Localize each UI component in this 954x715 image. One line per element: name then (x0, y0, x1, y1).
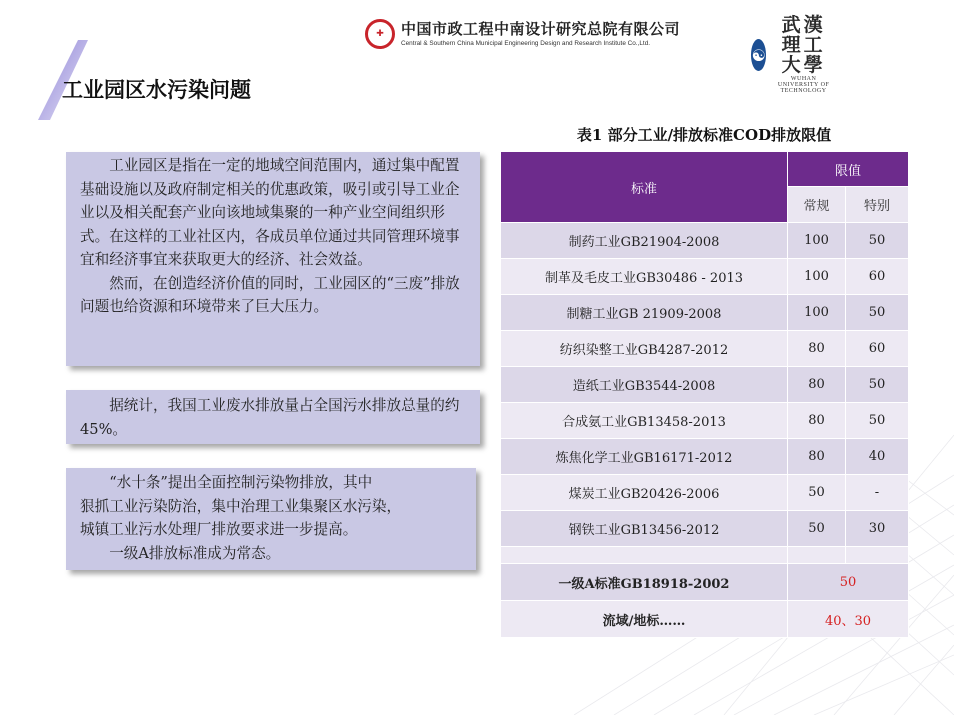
cell-standard: 制革及毛皮工业GB30486 - 2013 (501, 259, 788, 295)
intro-paragraph-1: 工业园区是指在一定的地域空间范围内，通过集中配置基础设施以及政府制定相关的优惠政策，吸引或引导工业企业以及相关配套产业向该地域集聚的一种产业空间组织形式。在这样的工业社区内，各成员单位通过共同管理环境事宜和经济事宜来获取更大的经济、社会效益。 (80, 157, 460, 268)
cell-normal: 80 (788, 439, 846, 475)
summary-standard: 流域/地标…… (501, 601, 788, 638)
table-body (501, 223, 909, 564)
table-row (501, 475, 909, 511)
table-row (501, 295, 909, 331)
intro-text-box (66, 152, 480, 366)
spacer-cell (846, 547, 909, 564)
spacer-cell (788, 547, 846, 564)
org2-name-cn: 武漢理工大學 (781, 14, 826, 76)
cell-normal: 50 (788, 475, 846, 511)
cell-standard: 纺织染整工业GB4287-2012 (501, 331, 788, 367)
cell-special: 50 (846, 223, 909, 259)
header-normal: 常规 (788, 187, 846, 223)
table-row (501, 439, 909, 475)
org1-name-en: Central & Southern China Municipal Engineering Design and Research Institute Co.,Ltd. (401, 39, 651, 47)
cell-normal: 100 (788, 295, 846, 331)
table-row (501, 403, 909, 439)
header-logos (365, 14, 830, 95)
cod-limits-table (500, 151, 909, 638)
cell-standard: 造纸工业GB3544-2008 (501, 367, 788, 403)
cell-normal: 80 (788, 331, 846, 367)
cell-standard: 制药工业GB21904-2008 (501, 223, 788, 259)
cell-special: 40 (846, 439, 909, 475)
table-row (501, 331, 909, 367)
cell-normal: 80 (788, 367, 846, 403)
table-caption: 表1 部分工业/排放标准COD排放限值 (576, 126, 832, 144)
cell-standard: 炼焦化学工业GB16171-2012 (501, 439, 788, 475)
spacer-cell (501, 547, 788, 564)
whut-logo (751, 16, 835, 95)
whut-emblem-icon: ☯ (751, 39, 766, 71)
intro-paragraph-2: 然而，在创造经济价值的同时，工业园区的“三废”排放问题也给资源和环境带来了巨大压力。 (80, 274, 460, 315)
header-standard: 标准 (501, 152, 788, 223)
table-summary (501, 564, 909, 638)
page-title: 工业园区水污染问题 (62, 78, 251, 102)
cell-normal: 100 (788, 259, 846, 295)
table-row (501, 367, 909, 403)
table-row (501, 259, 909, 295)
cell-standard: 煤炭工业GB20426-2006 (501, 475, 788, 511)
summary-row (501, 601, 909, 638)
cell-standard: 制糖工业GB 21909-2008 (501, 295, 788, 331)
cell-standard: 合成氨工业GB13458-2013 (501, 403, 788, 439)
cell-special: 60 (846, 331, 909, 367)
crec-logo (365, 19, 680, 49)
cell-normal: 50 (788, 511, 846, 547)
policy-line-3: 城镇工业污水处理厂排放要求进一步提高。 (80, 521, 358, 538)
org1-name-cn: 中国市政工程中南设计研究总院有限公司 (401, 20, 681, 39)
cell-special: 30 (846, 511, 909, 547)
header-limit: 限值 (788, 152, 909, 187)
cell-standard: 钢铁工业GB13456-2012 (501, 511, 788, 547)
table-row (501, 223, 909, 259)
org2-name-en: WUHAN UNIVERSITY OF TECHNOLOGY (777, 75, 830, 95)
summary-value: 40、30 (788, 601, 909, 638)
summary-value: 50 (788, 564, 909, 601)
header-special: 特别 (846, 187, 909, 223)
crec-emblem-icon: ✚ (365, 19, 395, 49)
table-row (501, 511, 909, 547)
cell-special: 50 (846, 367, 909, 403)
statistic-paragraph: 据统计，我国工业废水排放量占全国污水排放总量的约45%。 (80, 397, 460, 438)
cell-special: 60 (846, 259, 909, 295)
cell-normal: 100 (788, 223, 846, 259)
cell-special: 50 (846, 403, 909, 439)
statistic-text-box (66, 390, 480, 444)
policy-line-1: “水十条”提出全面控制污染物排放，其中 (109, 474, 373, 491)
policy-line-4: 一级A排放标准成为常态。 (109, 544, 281, 562)
summary-row (501, 564, 909, 601)
cell-special: - (846, 475, 909, 511)
policy-text-box (66, 468, 476, 570)
cell-normal: 80 (788, 403, 846, 439)
policy-line-2: 狠抓工业污染防治，集中治理工业集聚区水污染， (80, 497, 402, 515)
spacer-row (501, 547, 909, 564)
cell-special: 50 (846, 295, 909, 331)
summary-standard: 一级A标准GB18918-2002 (501, 564, 788, 601)
